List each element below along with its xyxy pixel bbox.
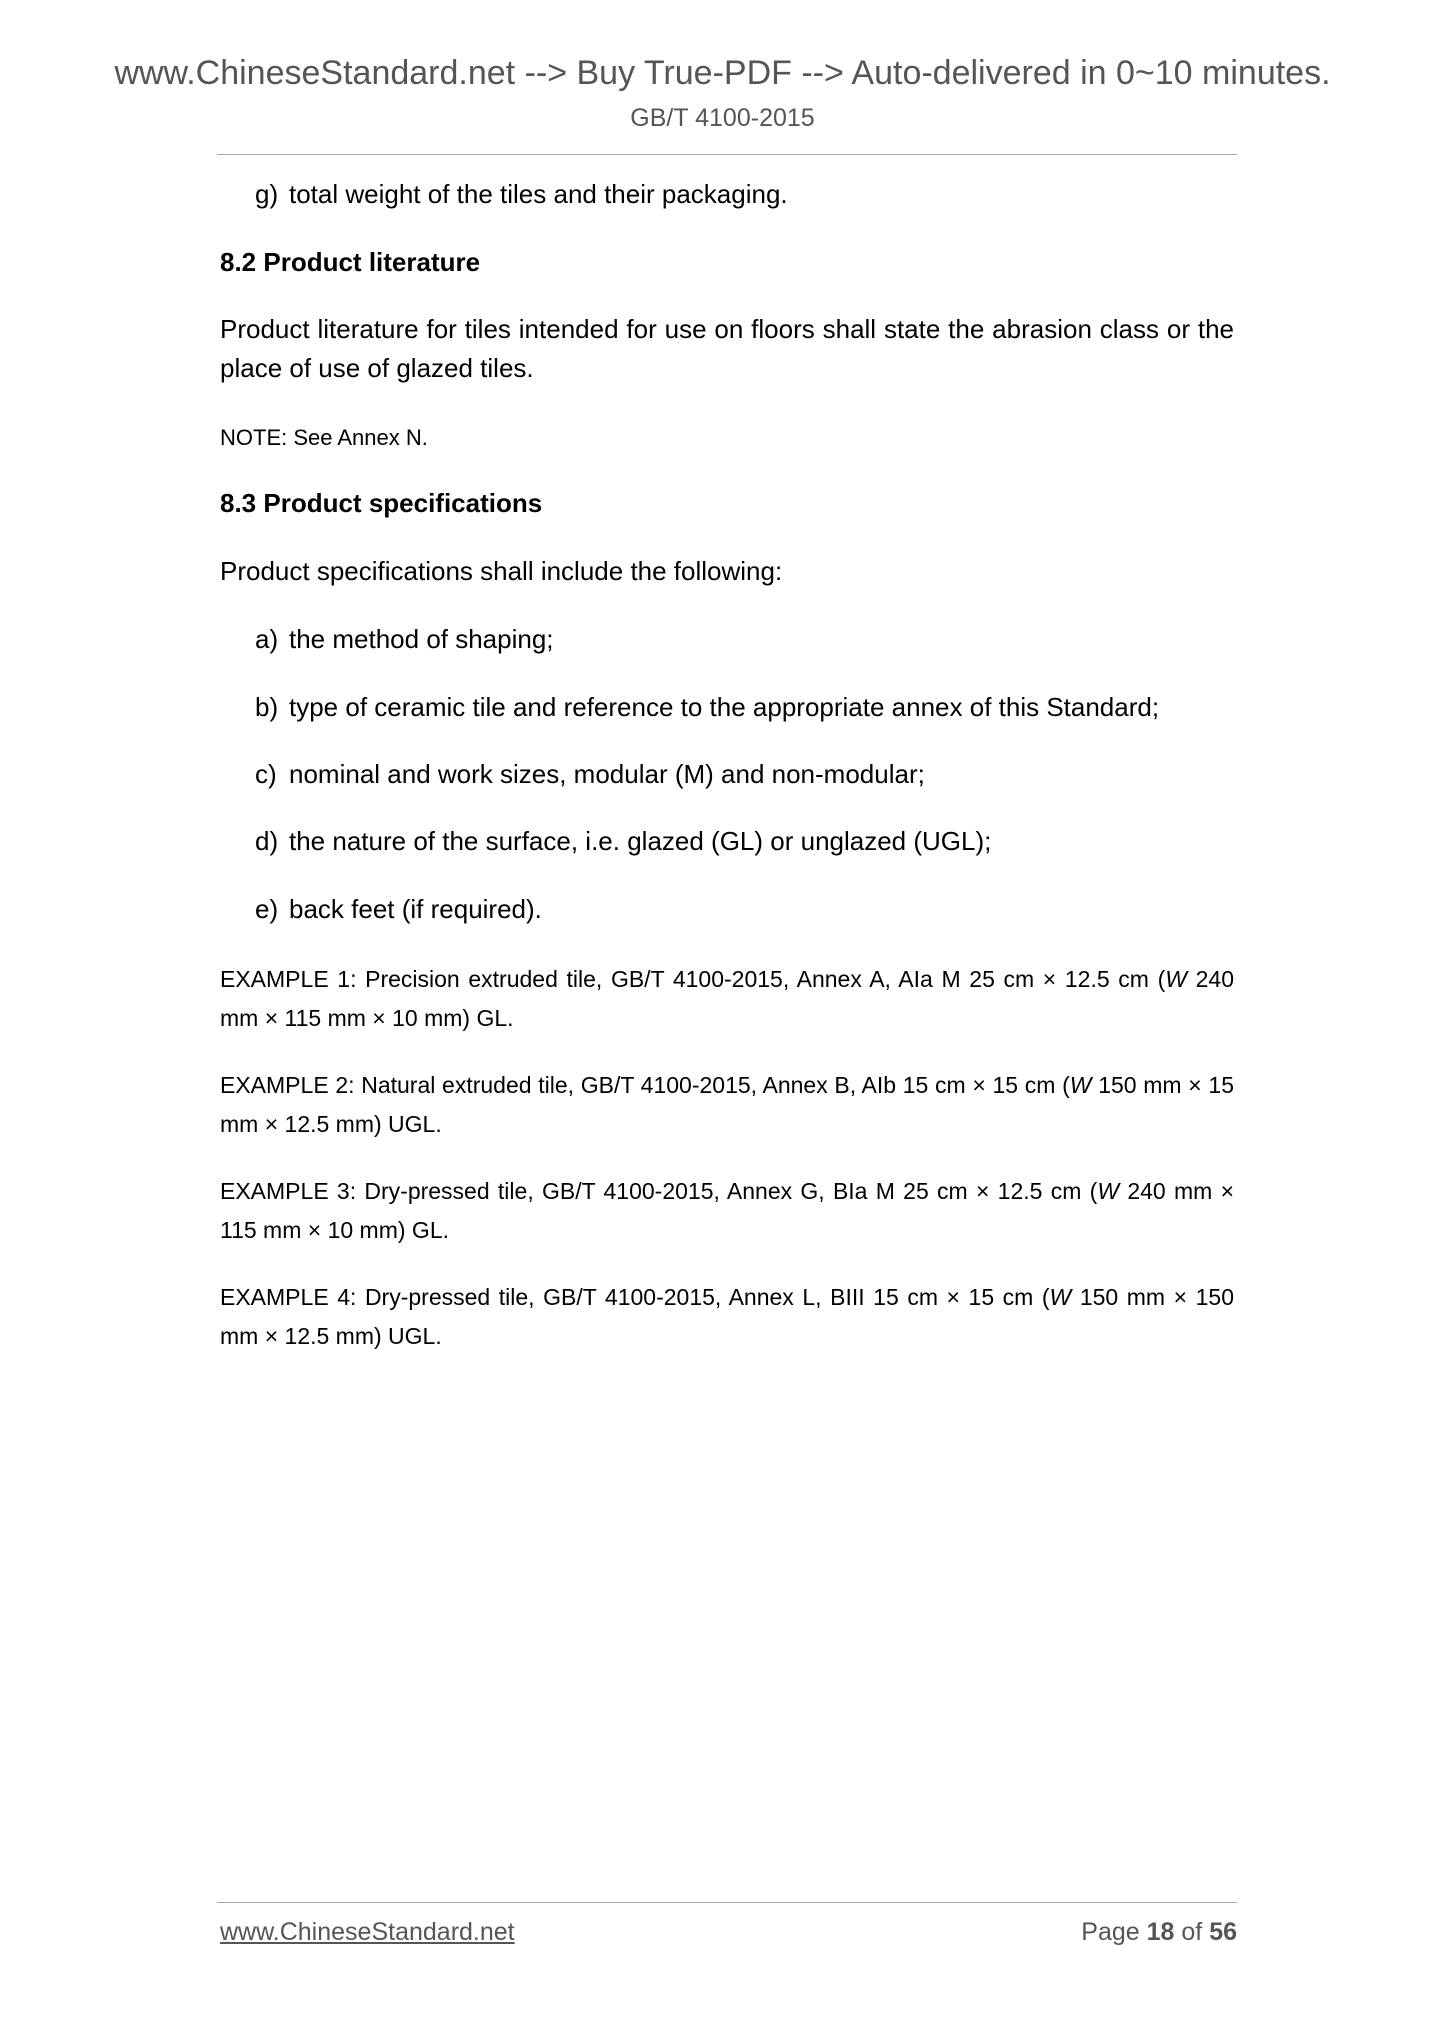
list-marker: g): [255, 179, 279, 209]
list-text: the method of shaping;: [289, 624, 554, 654]
example-2: [220, 1066, 1234, 1144]
example-width-symbol: W: [1165, 966, 1187, 992]
section-heading-8-3: 8.3 Product specifications: [220, 488, 543, 518]
header-divider: [217, 154, 1237, 155]
list-marker: a): [255, 624, 279, 654]
example-text: EXAMPLE 3: Dry-pressed tile, GB/T 4100-2015, Annex G, BIa M 25 cm × 12.5 cm (: [220, 1178, 1098, 1204]
note-annex-n: NOTE: See Annex N.: [220, 425, 428, 450]
list-text: type of ceramic tile and reference to the appropriate annex of this Standard;: [289, 692, 1160, 722]
list-marker: b): [255, 692, 279, 722]
page-total: 56: [1209, 1918, 1237, 1946]
example-text: EXAMPLE 4: Dry-pressed tile, GB/T 4100-2015, Annex L, BIII 15 cm × 15 cm (: [220, 1284, 1050, 1310]
example-text: 150 mm × 15 mm × 12.5 mm) UGL.: [220, 1072, 1234, 1137]
list-marker: e): [255, 894, 279, 924]
example-3: [220, 1172, 1234, 1250]
list-marker: c): [255, 759, 277, 789]
paragraph-product-literature: Product literature for tiles intended for use on floors shall state the abrasion class or the place of use of glazed tiles.: [220, 314, 1234, 383]
list-item-c: [255, 755, 925, 794]
header-banner[interactable]: www.ChineseStandard.net --> Buy True-PDF --> Auto-delivered in 0~10 minutes.: [114, 54, 1331, 92]
list-item-d: [255, 822, 991, 861]
footer-site-link[interactable]: www.ChineseStandard.net: [220, 1918, 515, 1946]
list-marker: d): [255, 826, 279, 856]
example-text: EXAMPLE 2: Natural extruded tile, GB/T 4100-2015, Annex B, AIb 15 cm × 15 cm (: [220, 1072, 1070, 1098]
example-4: [220, 1278, 1234, 1356]
example-1: [220, 960, 1234, 1038]
list-item-a: [255, 620, 554, 659]
paragraph-spec-intro: Product specifications shall include the following:: [220, 556, 783, 586]
page-current: 18: [1146, 1918, 1175, 1946]
list-item-b: [255, 688, 1159, 727]
example-width-symbol: W: [1069, 1072, 1092, 1098]
page-prefix: Page: [1081, 1918, 1147, 1946]
example-text: 240 mm × 115 mm × 10 mm) GL.: [220, 966, 1235, 1031]
page-number: [1081, 1918, 1237, 1947]
list-text: the nature of the surface, i.e. glazed (GL) or unglazed (UGL);: [289, 826, 992, 856]
header-standard-id: GB/T 4100-2015: [630, 104, 815, 132]
example-width-symbol: W: [1049, 1284, 1072, 1310]
list-text: back feet (if required).: [289, 894, 542, 924]
list-item-g: [255, 175, 788, 214]
example-text: 150 mm × 150 mm × 12.5 mm) UGL.: [220, 1284, 1234, 1349]
section-heading-8-2: 8.2 Product literature: [220, 247, 481, 277]
list-text: nominal and work sizes, modular (M) and non-modular;: [289, 759, 925, 789]
example-text: 240 mm × 115 mm × 10 mm) GL.: [220, 1178, 1234, 1243]
list-text: total weight of the tiles and their packaging.: [289, 179, 788, 209]
example-text: EXAMPLE 1: Precision extruded tile, GB/T 4100-2015, Annex A, AIa M 25 cm × 12.5 cm (: [220, 966, 1166, 992]
example-width-symbol: W: [1097, 1178, 1120, 1204]
page-of: of: [1174, 1918, 1210, 1946]
list-item-e: [255, 890, 542, 929]
footer-divider: [217, 1902, 1237, 1903]
